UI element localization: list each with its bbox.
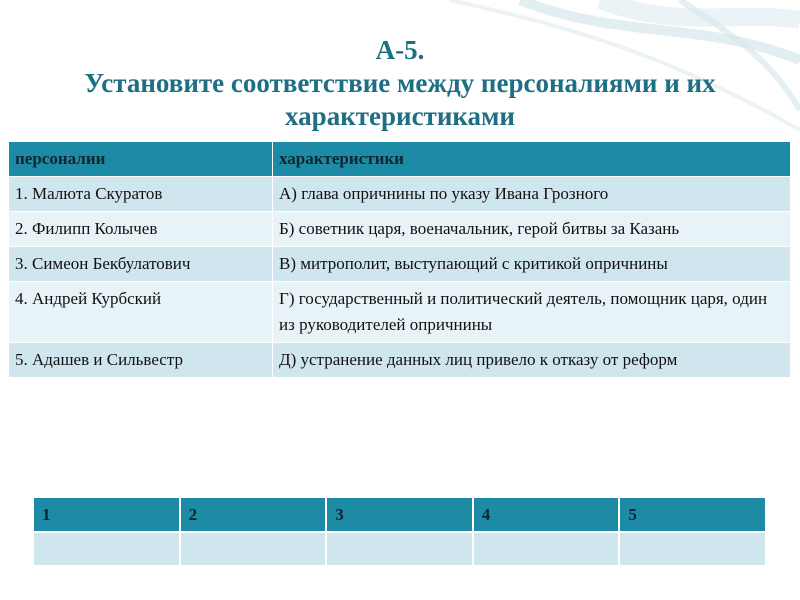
title-line-3: характеристиками — [285, 101, 515, 131]
title-line-1: А-5. — [375, 35, 425, 65]
person-cell: 5. Адашев и Сильвестр — [9, 343, 273, 378]
title-line-2: Установите соответствие между персоналиями и их — [84, 68, 716, 98]
answer-cell-4[interactable] — [473, 532, 620, 566]
trait-cell: Г) государственный и политический деятель, помощник царя, один из руководителей опричнины — [273, 282, 791, 343]
answer-table — [32, 496, 767, 567]
person-cell: 2. Филипп Колычев — [9, 212, 273, 247]
header-traits: характеристики — [273, 142, 791, 177]
slide-title — [0, 34, 800, 133]
header-persons: персоналии — [9, 142, 273, 177]
answer-header-3: 3 — [326, 497, 473, 532]
person-cell: 1. Малюта Скуратов — [9, 177, 273, 212]
answer-header-5: 5 — [619, 497, 766, 532]
answer-input-row — [33, 532, 766, 566]
answer-cell-5[interactable] — [619, 532, 766, 566]
table-row — [9, 343, 791, 378]
trait-cell: А) глава опричнины по указу Ивана Грозного — [273, 177, 791, 212]
answer-cell-1[interactable] — [33, 532, 180, 566]
table-row — [9, 247, 791, 282]
person-cell: 4. Андрей Курбский — [9, 282, 273, 343]
trait-cell: Д) устранение данных лиц привело к отказу от реформ — [273, 343, 791, 378]
trait-cell: В) митрополит, выступающий с критикой опричнины — [273, 247, 791, 282]
table-row — [9, 282, 791, 343]
trait-cell: Б) советник царя, военачальник, герой битвы за Казань — [273, 212, 791, 247]
answer-cell-3[interactable] — [326, 532, 473, 566]
table-row — [9, 212, 791, 247]
answer-header-4: 4 — [473, 497, 620, 532]
matching-table — [8, 141, 791, 378]
answer-header-2: 2 — [180, 497, 327, 532]
table-row — [9, 177, 791, 212]
answer-cell-2[interactable] — [180, 532, 327, 566]
person-cell: 3. Симеон Бекбулатович — [9, 247, 273, 282]
answer-header-1: 1 — [33, 497, 180, 532]
table-header-row — [9, 142, 791, 177]
answer-header-row — [33, 497, 766, 532]
